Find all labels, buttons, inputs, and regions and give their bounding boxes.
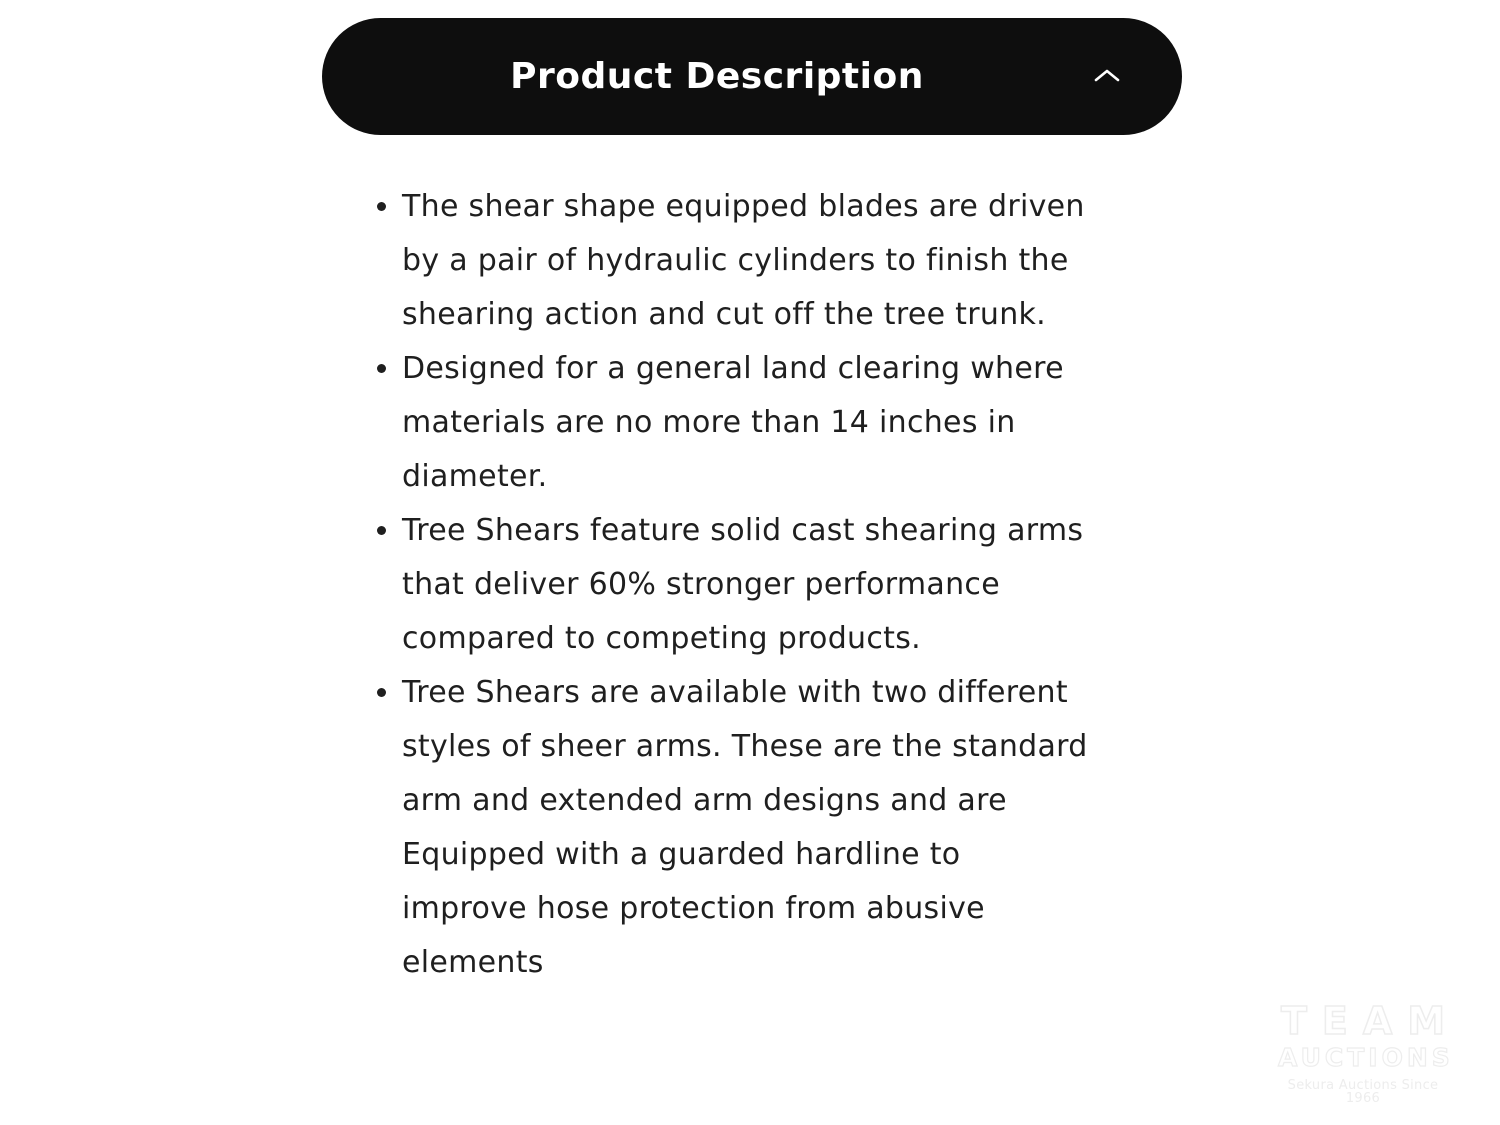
page-title: Product Description <box>510 56 924 97</box>
product-description-body <box>374 180 1090 990</box>
chevron-up-icon <box>1092 67 1122 87</box>
bullet-item: • Tree Shears are available with two different styles of sheer arms. These are the standard arm and extended arm designs and are Equipped with a guarded hardline to improve hose protection from abusive elements <box>402 666 1090 990</box>
collapse-button[interactable] <box>1072 67 1142 87</box>
product-description-header[interactable] <box>322 18 1182 135</box>
bullet-item: • The shear shape equipped blades are driven by a pair of hydraulic cylinders to finish the shearing action and cut off the tree trunk. <box>402 180 1090 342</box>
watermark-tagline: Sekura Auctions Since 1966 <box>1287 1078 1439 1106</box>
bullet-list <box>374 180 1090 990</box>
team-auctions-watermark <box>1278 999 1461 1106</box>
watermark-auctions: AUCTIONS <box>1278 1043 1454 1072</box>
watermark-team: TEAM <box>1280 999 1461 1043</box>
bullet-item: • Designed for a general land clearing where materials are no more than 14 inches in diameter. <box>402 342 1090 504</box>
bullet-item: • Tree Shears feature solid cast shearing arms that deliver 60% stronger performance compared to competing products. <box>402 504 1090 666</box>
